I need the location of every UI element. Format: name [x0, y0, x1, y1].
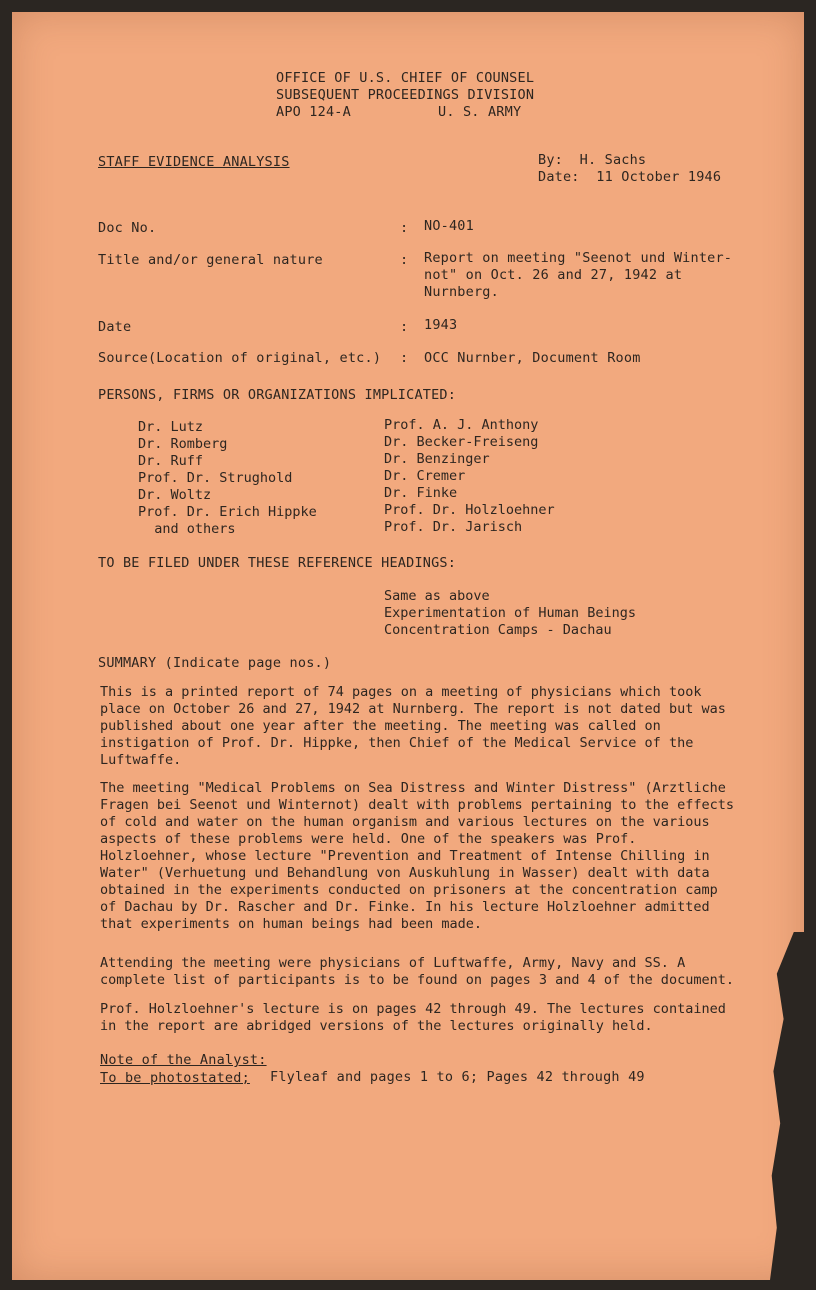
- person-entry: Dr. Lutz: [138, 419, 204, 435]
- colon: :: [400, 350, 409, 366]
- header-line-1: OFFICE OF U.S. CHIEF OF COUNSEL: [276, 70, 535, 86]
- title-label: Title and/or general nature: [98, 252, 323, 268]
- persons-heading: PERSONS, FIRMS OR ORGANIZATIONS IMPLICATED:: [98, 387, 457, 403]
- summary-label: SUMMARY (Indicate page nos.): [98, 655, 332, 671]
- note-of-analyst-label: Note of the Analyst:: [100, 1052, 267, 1068]
- person-entry: Prof. Dr. Strughold: [138, 470, 293, 486]
- person-entry: Prof. Dr. Jarisch: [384, 519, 523, 535]
- person-entry: Dr. Ruff: [138, 453, 204, 469]
- photostat-value: Flyleaf and pages 1 to 6; Pages 42 through 49: [270, 1069, 645, 1085]
- analyst-name: By: H. Sachs: [538, 152, 647, 168]
- reference-headings-list: [384, 588, 636, 639]
- person-entry: Dr. Romberg: [138, 436, 228, 452]
- source-label: Source(Location of original, etc.): [98, 350, 382, 366]
- doc-no-label: Doc No.: [98, 220, 157, 236]
- date-value: 1943: [424, 317, 458, 333]
- colon: :: [400, 319, 409, 335]
- colon: :: [400, 220, 409, 236]
- summary-paragraph-4: Prof. Holzloehner's lecture is on pages 42 through 49. The lectures contained in the report are abridged versions of the lectures originally held.: [100, 1001, 726, 1034]
- summary-paragraph-1: This is a printed report of 74 pages on a meeting of physicians which took place on October 26 and 27, 1942 at Nurnberg. The report is not dated but was published about one year after the meeting. The meeting was called on instigation of Prof. Dr. Hippke, then Chief of the Medical Service of the Luftwaffe.: [100, 684, 726, 768]
- photostat-label: To be photostated;: [100, 1070, 250, 1086]
- reference-heading: Experimentation of Human Beings: [384, 605, 636, 621]
- date-label: Date: [98, 319, 132, 335]
- summary-paragraph-3: Attending the meeting were physicians of Luftwaffe, Army, Navy and SS. A complete list of participants is to be found on pages 3 and 4 of the document.: [100, 955, 734, 988]
- person-entry: Prof. Dr. Erich Hippke: [138, 504, 317, 520]
- reference-headings-label: TO BE FILED UNDER THESE REFERENCE HEADINGS:: [98, 555, 457, 571]
- person-entry: Prof. Dr. Holzloehner: [384, 502, 555, 518]
- person-entry: Dr. Finke: [384, 485, 458, 501]
- source-value: OCC Nurnber, Document Room: [424, 350, 641, 366]
- document-page: [12, 12, 804, 1280]
- reference-heading: Concentration Camps - Dachau: [384, 622, 612, 638]
- header-line-3-right: U. S. ARMY: [438, 104, 522, 120]
- person-entry: Dr. Becker-Freiseng: [384, 434, 539, 450]
- title-value-line-1: Report on meeting "Seenot und Winter-: [424, 250, 733, 266]
- torn-edge: [770, 932, 804, 1280]
- doc-no-value: NO-401: [424, 218, 474, 234]
- person-entry: Prof. A. J. Anthony: [384, 417, 539, 433]
- person-entry: Dr. Benzinger: [384, 451, 490, 467]
- person-entry: and others: [138, 521, 236, 537]
- header-line-3-left: APO 124-A: [276, 104, 351, 120]
- title-value-line-2: not" on Oct. 26 and 27, 1942 at: [424, 267, 683, 283]
- person-entry: Dr. Woltz: [138, 487, 212, 503]
- persons-list-left: [138, 419, 317, 538]
- colon: :: [400, 252, 409, 268]
- header-line-2: SUBSEQUENT PROCEEDINGS DIVISION: [276, 87, 535, 103]
- analysis-date: Date: 11 October 1946: [538, 169, 722, 185]
- form-title: STAFF EVIDENCE ANALYSIS: [98, 154, 290, 170]
- summary-paragraph-2: The meeting "Medical Problems on Sea Distress and Winter Distress" (Arztliche Fragen bei Seenot und Winternot) dealt with problems pertaining to the effects of cold and water on the human organism and various lectures on the various aspects of these problems were held. One of the speakers was Prof. Holzloehner, whose lecture "Prevention and Treatment of Intense Chilling in Water" (Verhuetung und Behandlung von Auskuhlung in Wasser) dealt with data obtained in the experiments conducted on prisoners at the concentration camp of Dachau by Dr. Rascher and Dr. Finke. In his lecture Holzloehner admitted that experiments on human beings had been made.: [100, 780, 734, 932]
- title-value-line-3: Nurnberg.: [424, 284, 499, 300]
- person-entry: Dr. Cremer: [384, 468, 466, 484]
- reference-heading: Same as above: [384, 588, 490, 604]
- persons-list-right: [384, 417, 555, 536]
